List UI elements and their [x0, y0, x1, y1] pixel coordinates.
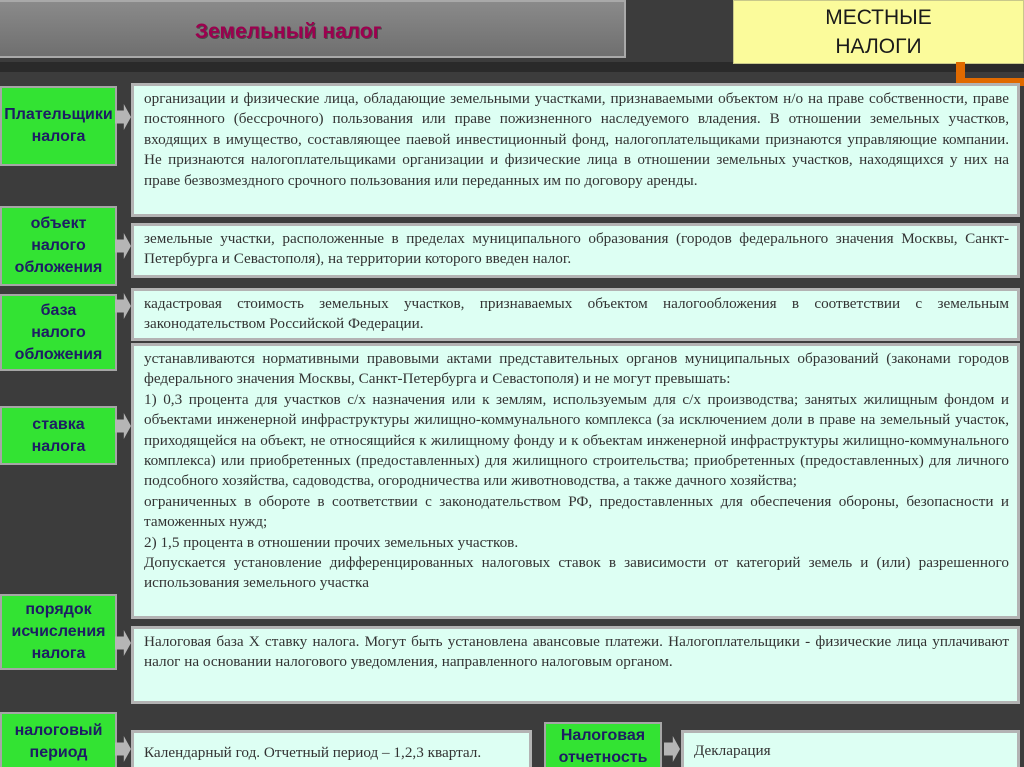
- content-text: Допускается установление дифференцированных налоговых ставок в зависимости от категорий земель и (или) разрешенного использования земельного участка: [144, 554, 1009, 592]
- content-text: ограниченных в обороте в соответствии с законодательством РФ, предоставленных для обеспечения обороны, безопасности и таможенных нужд;: [144, 492, 1009, 531]
- arrow-right-icon: [115, 233, 131, 259]
- content-text: организации и физические лица, обладающие земельными участками, признаваемыми объектом н/о на праве собственности, праве постоянного (бессрочного) пользования или праве пожизненного наследуемого владения. В отношении земельных участков, входящих в имущество, составляющее паевой инвестиционный фонд, налогоплательщиками признаются управляющие компании. Не признаются налогоплательщиками организации и физические лица в отношении земельных участков, находящихся у них на праве безвозмездного срочного пользования или переданных им по договору аренды.: [144, 90, 1009, 189]
- arrow-right-icon: [115, 293, 131, 319]
- content-object: [131, 223, 1020, 278]
- content-text: земельные участки, расположенные в пределах муниципального образования (городов федерального значения Москвы, Санкт-Петербурга и Севастополя), на территории которого введен налог.: [144, 230, 1009, 268]
- label-procedure: порядок исчисления налога: [0, 594, 117, 670]
- section-title-line-2: НАЛОГИ: [835, 35, 922, 58]
- content-text: Налоговая база Х ставку налога. Могут быть установлена авансовые платежи. Налогоплательщики - физические лица уплачивают налог на основании налогового уведомления, направленного налоговым органом.: [144, 633, 1009, 671]
- label-rate: ставка налога: [0, 406, 117, 465]
- label-object: объект налого обложения: [0, 206, 117, 286]
- content-rate: [131, 343, 1020, 619]
- section-badge: [733, 0, 1024, 64]
- title-banner: [0, 0, 626, 58]
- content-text: 1) 0,3 процента для участков с/х назначения или к землям, используемым для с/х производства; занятых жилищным фондом и объектами инженерной инфраструктуры жилищно-коммунального комплекса (за исключением доли в праве на земельный участок, приходящейся на объект, не относящийся к жилищному фонду и к объектам инженерной инфраструктуры жилищно-коммунального комплекса) или приобретенных (предоставленных) для жилищного строительства; приобретенных (предоставленных) для личного подсобного хозяйства, садоводства, огородничества или животноводства, а также дачного хозяйства;: [144, 390, 1009, 490]
- content-text: Декларация: [694, 742, 771, 759]
- label-reporting: Налоговая отчетность: [544, 722, 662, 767]
- content-text: Календарный год. Отчетный период – 1,2,3 квартал.: [144, 744, 482, 761]
- label-payers: Плательщики налога: [0, 86, 117, 166]
- label-base: база налого обложения: [0, 294, 117, 371]
- section-title-line-1: МЕСТНЫЕ: [825, 6, 932, 29]
- arrow-right-icon: [115, 104, 131, 130]
- content-reporting: [681, 730, 1020, 767]
- content-procedure: [131, 626, 1020, 704]
- content-text: кадастровая стоимость земельных участков, признаваемых объектом налогообложения в соответствии с земельным законодательством Российской Федерации.: [144, 295, 1009, 333]
- content-payers: [131, 83, 1020, 217]
- content-text: 2) 1,5 процента в отношении прочих земельных участков.: [144, 533, 519, 551]
- content-period: [131, 730, 532, 767]
- arrow-right-icon: [115, 630, 131, 656]
- page-title: Земельный налог: [195, 20, 382, 43]
- content-text: устанавливаются нормативными правовыми актами представительных органов муниципальных образований (законами городов федерального значения Москвы, Санкт-Петербурга и Севастополя) и не могут превышать:: [144, 350, 1009, 388]
- arrow-right-icon: [115, 736, 131, 762]
- content-base: [131, 288, 1020, 341]
- arrow-right-icon: [664, 736, 680, 762]
- label-period: налоговый период: [0, 712, 117, 767]
- arrow-right-icon: [115, 413, 131, 439]
